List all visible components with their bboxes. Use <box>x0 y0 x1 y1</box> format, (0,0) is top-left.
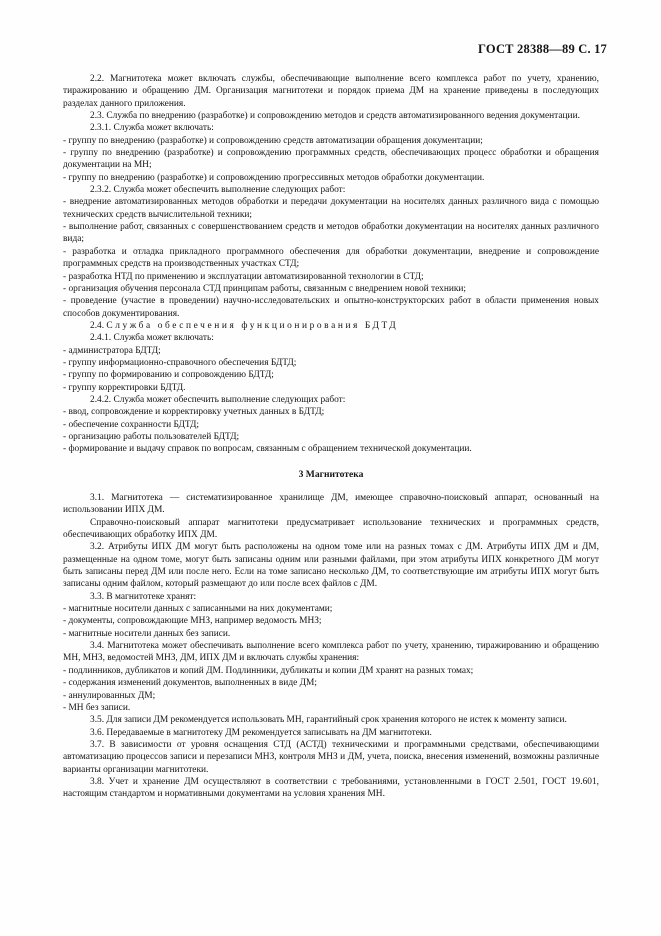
list-item: - группу корректировки БДТД. <box>63 382 186 393</box>
paragraph-2-4-spaced-title: Служба обеспечения функционирования БДТД <box>106 320 399 331</box>
paragraph-2-4-number: 2.4. <box>90 320 105 331</box>
list-item: - обеспечение сохранности БДТД; <box>63 419 199 430</box>
list-item: - подлинников, дубликатов и копий ДМ. Подлинники, дубликаты и копии ДМ хранят на разных томах; <box>63 665 474 676</box>
paragraph-2-3-1: 2.3.1. Служба может включать: <box>90 123 214 134</box>
list-item: - содержания изменений документов, выполненных в виде ДМ; <box>63 678 317 689</box>
paragraph-2-2: 2.2. Магнитотека может включать службы, обеспечивающие выполнение всего комплекса работ по учету, хранению, тиражированию и обращению ДМ. Организация магнитотеки и порядок приема ДМ на хранение приведены в последующих разделах данного приложения. <box>63 74 599 109</box>
list-item: - группу по формированию и сопровождению БДТД; <box>63 370 274 381</box>
list-item: - разработка и отладка прикладного программного обеспечения для обработки документации, внедрение и сопровождение программных средств на производственных участках СТД; <box>63 246 599 270</box>
list-item: - магнитные носители данных без записи. <box>63 628 231 639</box>
list-item: - группу по внедрению (разработке) и сопровождению программных средств, обеспечивающих процесс обработки и обращения документации на МН; <box>63 148 599 171</box>
list-item: - проведение (участие в проведении) научно-исследовательских и опытно-конструкторских работ в области применения новых способов документирования. <box>63 296 599 319</box>
list-item: - документы, сопровождающие МНЗ, например ведомость МНЗ; <box>63 616 322 627</box>
list-item: - организацию работы пользователей БДТД; <box>63 431 240 442</box>
list-item: - группу по внедрению (разработке) и сопровождению прогрессивных методов обработки документации. <box>63 172 485 183</box>
paragraph-3-2: 3.2. Атрибуты ИПХ ДМ могут быть расположены на одном томе или на разных томах с ДМ. Атрибуты ИПХ ДМ и ДМ, размещенные на одном томе, могут быть записаны одним или разными файлами, при этом атрибуты ИПХ конкретного ДМ могут быть записаны перед ДМ или после него. Если на томе записано несколько ДМ, то соответствующие им атрибуты ИПХ могут быть записаны одним файлом, который размещают до или после всех файлов с ДМ. <box>63 542 599 590</box>
paragraph-3-5: 3.5. Для записи ДМ рекомендуется использовать МН, гарантийный срок хранения которого не истек к моменту записи. <box>90 715 567 726</box>
document-body <box>63 73 599 801</box>
page-header: ГОСТ 28388—89 С. 17 <box>478 42 607 56</box>
list-item: - группу по внедрению (разработке) и сопровождению средств автоматизации обращения документации; <box>63 135 483 146</box>
section-title: 3 Магнитотека <box>298 468 364 480</box>
list-item: - магнитные носители данных с записанными на них документами; <box>63 604 333 615</box>
paragraph-3-6: 3.6. Передаваемые в магнитотеку ДМ рекомендуется записывать на ДМ магнитотеки. <box>90 727 432 738</box>
paragraph-2-3: 2.3. Служба по внедрению (разработке) и сопровождению методов и средств автоматизированного ведения документации. <box>90 111 580 122</box>
list-item: - организация обучения персонала СТД принципам работы, связанным с внедрением новой техники; <box>63 283 467 294</box>
paragraph-3-7: 3.7. В зависимости от уровня оснащения СТД (АСТД) техническими и программными средствами, обеспечивающими автоматизацию процессов записи и перезаписи МНЗ, контроля МНЗ и ДМ, учета, поиска, внесения изменений, возможны различные варианты организации магнитотеки. <box>63 739 599 775</box>
paragraph-3-3: 3.3. В магнитотеке хранят: <box>90 591 197 602</box>
list-item: - формирование и выдачу справок по вопросам, связанным с обращением технической документации. <box>63 444 472 455</box>
paragraph-2-4-1: 2.4.1. Служба может включать: <box>90 333 214 344</box>
list-item: - ввод, сопровождение и корректировку учетных данных в БДТД; <box>63 407 325 418</box>
list-item: - группу информационно-справочного обеспечения БДТД; <box>63 357 297 368</box>
list-item: - выполнение работ, связанных с совершенствованием средств и методов обработки документации на носителях данных различного вида; <box>63 222 599 245</box>
list-item: - администратора БДТД; <box>63 345 161 356</box>
paragraph-2-4-2: 2.4.2. Служба может обеспечить выполнение следующих работ: <box>90 394 346 405</box>
paragraph-3-4: 3.4. Магнитотека может обеспечивать выполнение всего комплекса работ по учету, хранению, тиражированию и обращению МН, МНЗ, ведомостей МНЗ, ДМ, ИПХ ДМ и включать службы хранения: <box>63 641 599 664</box>
list-item: - аннулированных ДМ; <box>63 690 156 701</box>
list-item: - внедрение автоматизированных методов обработки и передачи документации на носителях данных различного вида с помощью технических средств вычислительной техники; <box>63 197 599 220</box>
list-item: - МН без записи. <box>63 702 131 713</box>
paragraph-3-8: 3.8. Учет и хранение ДМ осуществляют в соответствии с требованиями, установленными в ГОСТ 2.501, ГОСТ 19.601, настоящим стандартом и нормативными документами на условия хранения МН. <box>63 776 599 800</box>
paragraph-3-1-continued: Справочно-поисковый аппарат магнитотеки предусматривает использование технических и программных средств, обеспечивающих обработку ИПХ ДМ. <box>63 517 599 541</box>
paragraph-3-1: 3.1. Магнитотека — систематизированное хранилище ДМ, имеющее справочно-поисковый аппарат, основанный на использовании ИПХ ДМ. <box>63 493 599 516</box>
list-item: - разработка НТД по применению и эксплуатации автоматизированной технологии в СТД; <box>63 271 424 282</box>
paragraph-2-3-2: 2.3.2. Служба может обеспечить выполнение следующих работ: <box>90 185 346 196</box>
paragraph-2-4 <box>63 320 599 332</box>
